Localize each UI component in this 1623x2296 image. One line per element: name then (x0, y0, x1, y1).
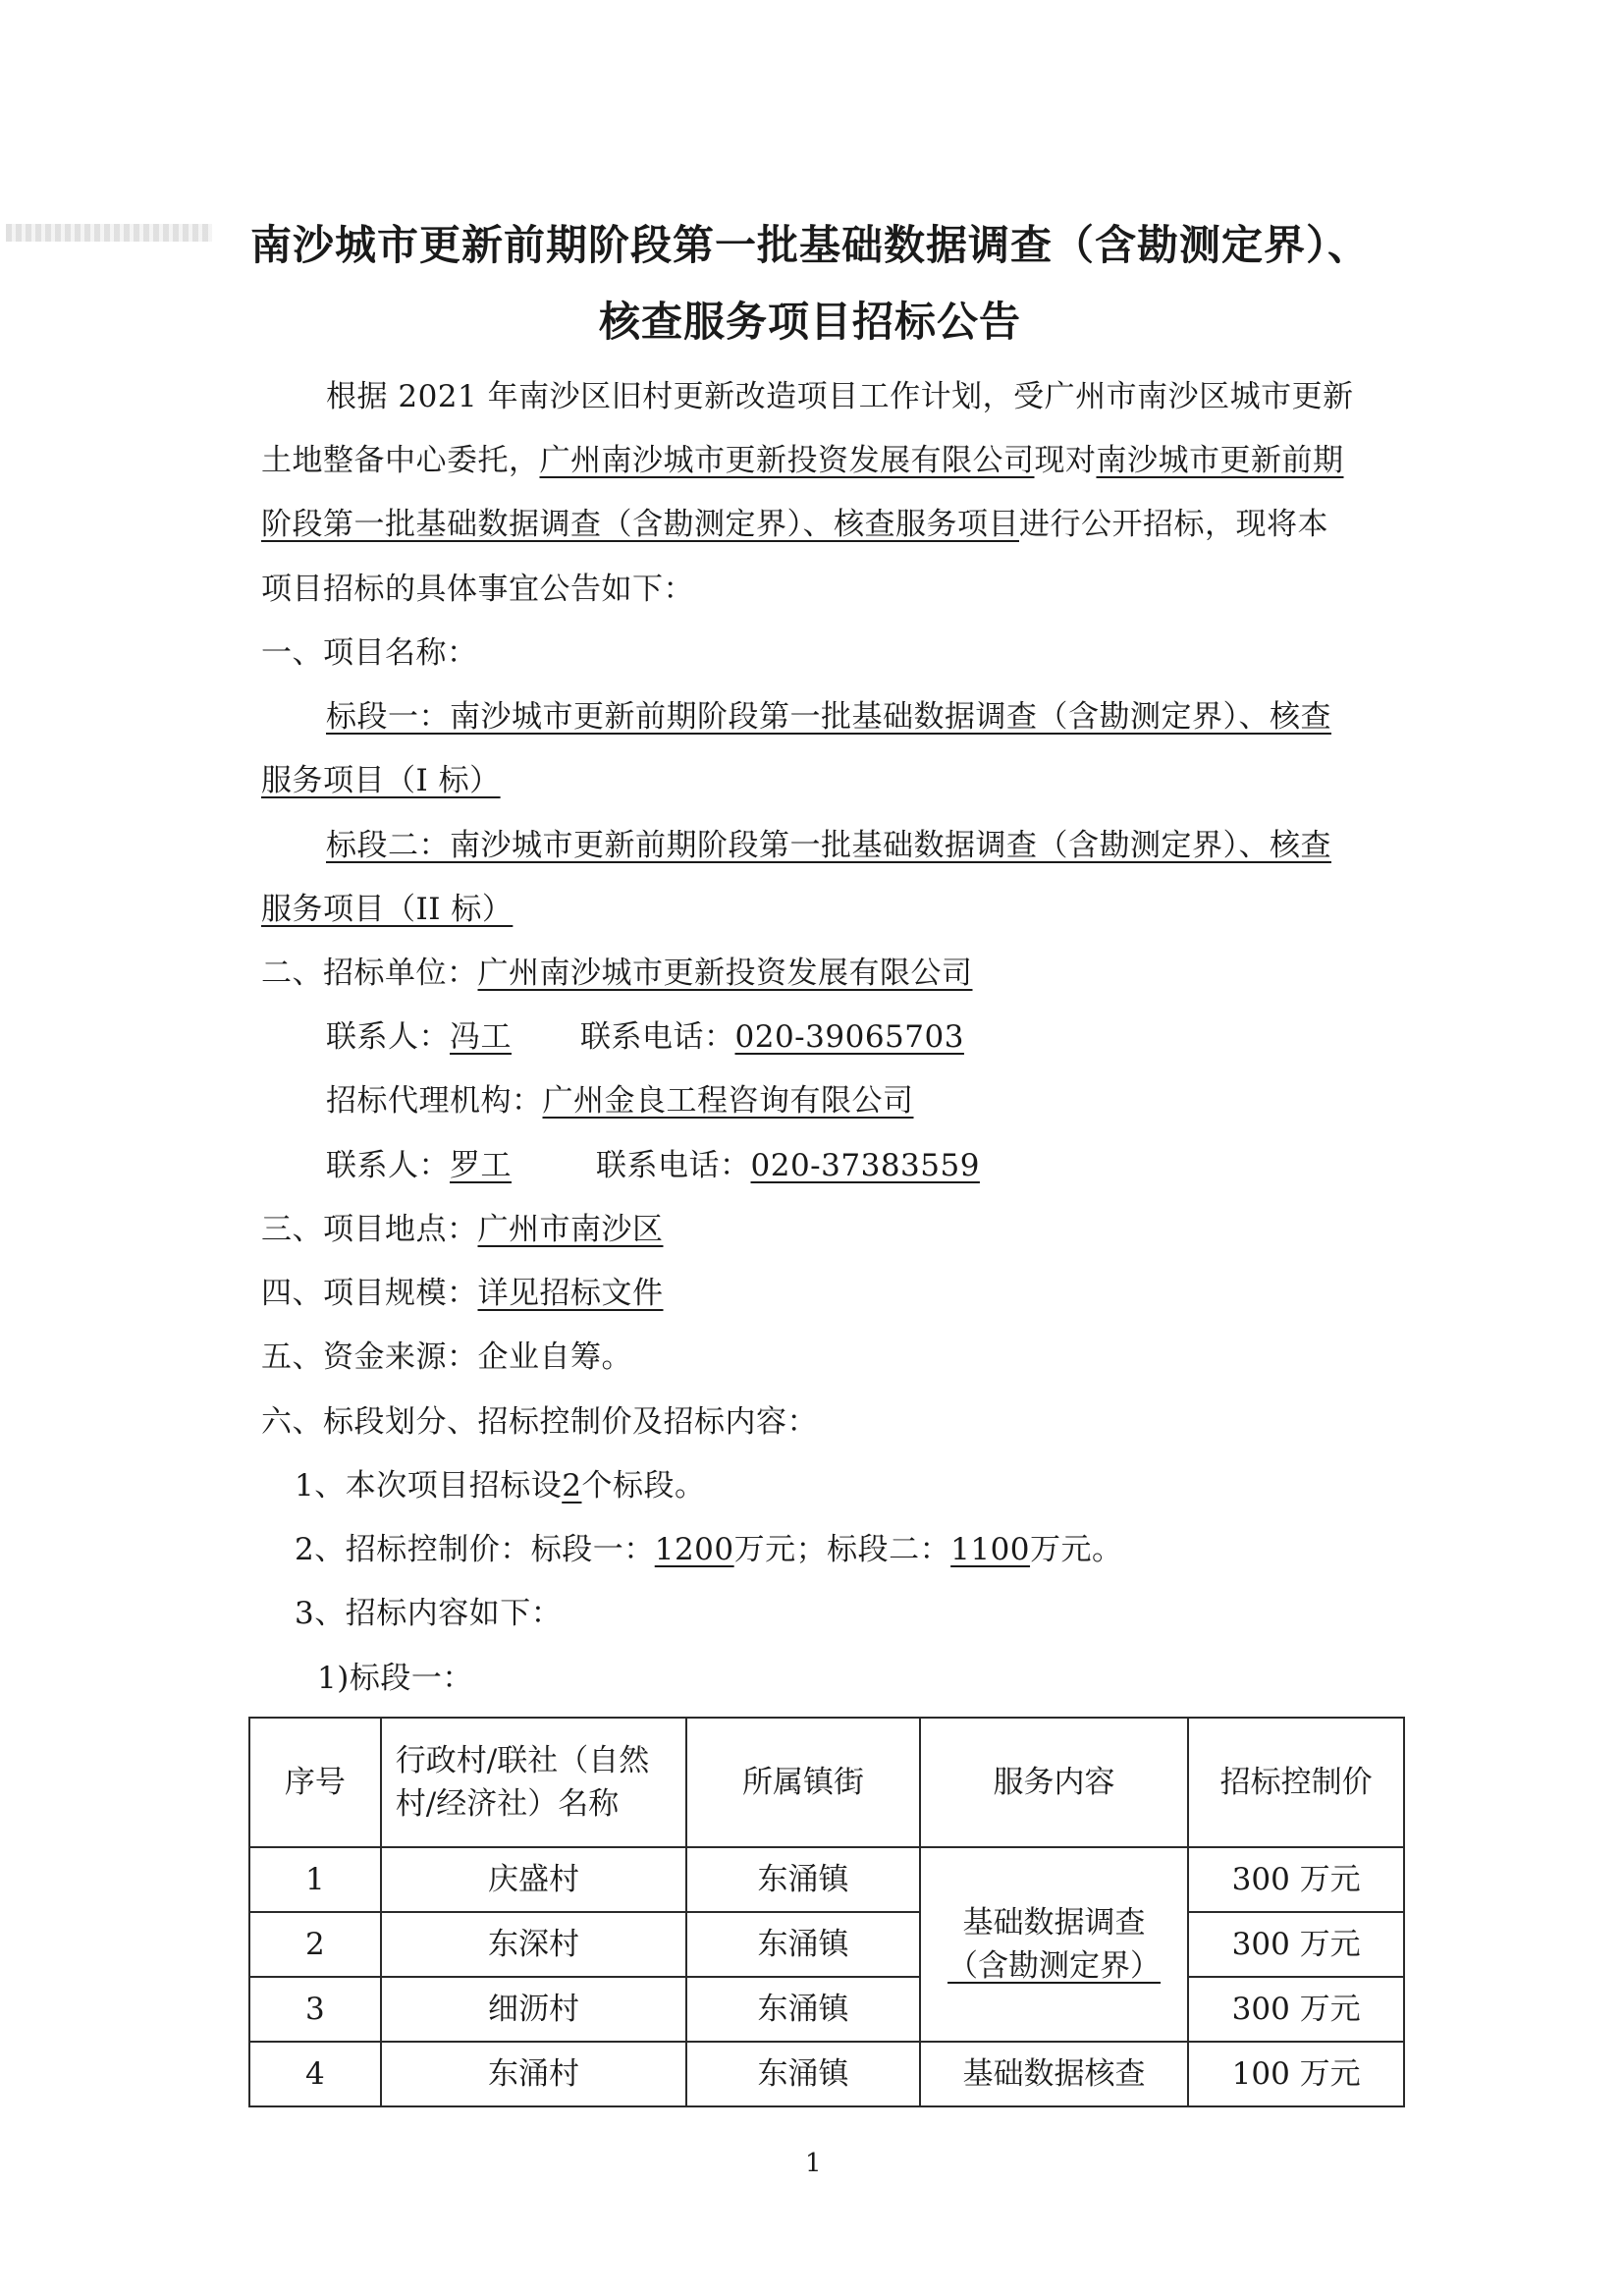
section-2: 二、招标单位：广州南沙城市更新投资发展有限公司 (261, 956, 973, 991)
contact-2-phone: 020-37383559 (750, 1148, 980, 1183)
section-1-heading: 一、项目名称： (261, 635, 478, 671)
table-row: 4 东涌村 东涌镇 基础数据核查 100 万元 (249, 2042, 1404, 2106)
lot-2-line-b: 服务项目（II 标） (261, 892, 514, 927)
contact-2-name: 罗工 (450, 1148, 512, 1183)
section-6-heading: 六、标段划分、招标控制价及招标内容： (261, 1404, 818, 1440)
title-line-2: 核查服务项目招标公告 (598, 298, 1021, 346)
intro-line-2: 土地整备中心委托，广州南沙城市更新投资发展有限公司现对南沙城市更新前期 (261, 443, 1344, 478)
table-header-row (249, 1718, 1404, 1847)
lot-1-line-a: 标段一：南沙城市更新前期阶段第一批基础数据调查（含勘测定界）、核查 (326, 699, 1331, 735)
title-line-1: 南沙城市更新前期阶段第一批基础数据调查（含勘测定界）、 (249, 221, 1370, 269)
intro-line-3: 阶段第一批基础数据调查（含勘测定界）、核查服务项目进行公开招标，现将本 (261, 507, 1328, 542)
lot-1-line-b: 服务项目（I 标） (261, 763, 501, 798)
project-name-part1: 南沙城市更新前期 (1096, 443, 1344, 478)
lot-1-table (248, 1717, 1405, 2107)
contact-1: 联系人：冯工 联系电话：020-39065703 (326, 1019, 964, 1055)
project-name-part2: 阶段第一批基础数据调查（含勘测定界）、核查服务项目 (261, 507, 1019, 542)
scale-value: 详见招标文件 (477, 1276, 664, 1311)
contact-2: 联系人：罗工 联系电话：020-37383559 (326, 1148, 980, 1183)
lot-2-line-a: 标段二：南沙城市更新前期阶段第一批基础数据调查（含勘测定界）、核查 (326, 828, 1331, 863)
tenderee-name: 广州南沙城市更新投资发展有限公司 (539, 443, 1035, 478)
section-4: 四、项目规模：详见招标文件 (261, 1276, 664, 1311)
table-row: 3 细沥村 东涌镇 300 万元 (249, 1977, 1404, 2042)
header-town: 所属镇街 (686, 1718, 920, 1847)
service-merged-cell: 基础数据调查 （含勘测定界） (920, 1847, 1189, 2042)
lot-count: 2 (562, 1468, 582, 1503)
header-seq: 序号 (249, 1718, 381, 1847)
item-1: 1、本次项目招标设2个标段。 (295, 1468, 706, 1503)
header-service: 服务内容 (920, 1718, 1189, 1847)
intro-line-1: 根据 2021 年南沙区旧村更新改造项目工作计划，受广州市南沙区城市更新 (326, 379, 1354, 414)
contact-1-name: 冯工 (450, 1019, 512, 1055)
table-row: 1 庆盛村 东涌镇 基础数据调查 （含勘测定界） 300 万元 (249, 1847, 1404, 1912)
header-village: 行政村/联社（自然 村/经济社）名称 (381, 1718, 686, 1847)
contact-1-phone: 020-39065703 (734, 1019, 964, 1055)
intro-line-4: 项目招标的具体事宜公告如下： (261, 572, 694, 607)
section-5: 五、资金来源：企业自筹。 (261, 1339, 632, 1375)
table-row: 2 东深村 东涌镇 300 万元 (249, 1912, 1404, 1977)
header-price: 招标控制价 (1188, 1718, 1404, 1847)
item-3: 3、招标内容如下： (295, 1596, 563, 1631)
sub-item-1: 1)标段一： (317, 1661, 473, 1696)
scan-artifact (6, 224, 212, 242)
location-value: 广州市南沙区 (477, 1212, 664, 1247)
agent: 招标代理机构：广州金良工程咨询有限公司 (326, 1083, 914, 1119)
lot-2-price: 1100 (950, 1532, 1031, 1567)
tenderee-value: 广州南沙城市更新投资发展有限公司 (477, 956, 973, 991)
lot-1-price: 1200 (654, 1532, 734, 1567)
item-2: 2、招标控制价：标段一：1200万元；标段二：1100万元。 (295, 1532, 1123, 1567)
agent-value: 广州金良工程咨询有限公司 (542, 1083, 914, 1119)
section-3: 三、项目地点：广州市南沙区 (261, 1212, 664, 1247)
page-number: 1 (805, 2149, 822, 2178)
